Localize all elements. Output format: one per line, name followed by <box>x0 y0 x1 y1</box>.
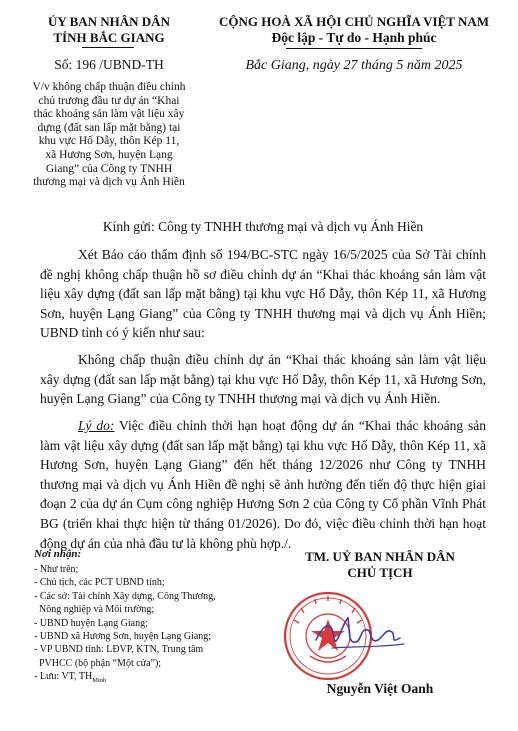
subject-line: V/v không chấp thuận điều chỉnh <box>32 81 186 93</box>
position-label: CHỦ TỊCH <box>347 565 413 580</box>
authority-underline <box>82 47 134 48</box>
nation-line2: Độc lập - Tự do - Hạnh phúc <box>271 30 437 45</box>
subject-line: thương mại và dịch vụ Ánh Hiền <box>33 176 185 189</box>
subject-line: chủ trương đầu tư dự án “Khai <box>38 94 180 107</box>
nation-line1: CỘNG HOÀ XÃ HỘI CHỦ NGHĨA VIỆT NAM <box>218 14 490 29</box>
archive-suffix: Minh <box>92 677 107 685</box>
authority-line2: TỈNH BẮC GIANG <box>53 30 165 45</box>
recipient-item: - UBND xã Hương Sơn, huyện Lạng Giang; <box>34 631 212 643</box>
recipients-title: Nơi nhận: <box>34 548 82 560</box>
authority-line1: ỦY BAN NHÂN DÂN <box>48 14 170 29</box>
signature-header <box>272 549 488 581</box>
signer-name: Nguyễn Việt Oanh <box>326 681 434 696</box>
reason-text: Việc điều chỉnh thời hạn hoạt động dự án “Khai thác khoáng sản làm vật liệu xây dựng (đất san lấp mặt bằng) tại khu vực Hố Dẫy, thôn Kép 11, xã Hương Sơn, huyện Lạng Giang” đến hết tháng 12/2026 như Công ty TNHH thương mại và dịch vụ Ánh Hiền đề nghị sẽ ảnh hưởng đến tiến độ thực hiện giai đoạn 2 của dự án Cụm công nghiệp Hương Sơn 2 của Công ty Cổ phần Vĩnh Phát BG (triển khai thực hiện từ tháng 01/2026). Do đó, việc điều chỉnh thời hạn hoạt động dự án của nhà đầu tư là không phù hợp./. <box>40 418 486 551</box>
recipient-item: - VP UBND tỉnh: LĐVP, KTN, Trung tâm <box>34 644 204 656</box>
subject-line: xã Hương Sơn, huyện Lạng <box>45 148 173 161</box>
paragraph-reason <box>40 416 486 553</box>
recipient-item: - Chủ tịch, các PCT UBND tỉnh; <box>34 577 165 589</box>
national-motto <box>206 14 502 46</box>
reason-label: Lý do: <box>78 418 115 433</box>
subject-block <box>30 81 188 190</box>
place-date: Bắc Giang, ngày 27 tháng 5 năm 2025 <box>245 58 463 73</box>
recipient-item: PVHCC (bộ phận “Một cửa”); <box>34 657 162 669</box>
authority-name <box>34 14 184 46</box>
subject-line: Giang” của Công ty TNHH <box>45 162 173 175</box>
recipient-item: - Các sở: Tài chính Xây dựng, Công Thương, <box>34 590 216 602</box>
paragraph-assessment: Xét Báo cáo thẩm định số 194/BC-STC ngày 16/5/2025 của Sở Tài chính đề nghị không chấp thuận hồ sơ điều chỉnh dự án “Khai thác khoáng sản làm vật liệu xây dựng (đất san lấp mặt bằng) tại khu vực Hố Dẫy, thôn Kép 11, xã Hương Sơn, huyện Lạng Giang” của Công ty TNHH thương mại và dịch vụ Ánh Hiền; UBND tỉnh có ý kiến như sau: <box>40 247 486 341</box>
subject-line: dựng (đất san lấp mặt bằng) tại <box>37 121 181 134</box>
recipient-item: - Như trên; <box>34 564 79 575</box>
archive-line: - Lưu: VT, TH <box>34 671 93 683</box>
recipient-item <box>34 670 264 687</box>
recipient-item: Nông nghiệp và Môi trường; <box>34 604 155 616</box>
on-behalf-label: TM. UỶ BAN NHÂN DÂN <box>305 549 455 564</box>
document-number: Số: 196 /UBND-TH <box>54 57 164 72</box>
paragraph-decision: Không chấp thuận điều chỉnh dự án “Khai thác khoáng sản làm vật liệu xây dựng (đất san lấp mặt bằng) tại khu vực Hố Dẫy, thôn Kép 11, xã Hương Sơn, huyện Lạng Giang” của Công ty TNHH thương mại và dịch vụ Ánh Hiền. <box>40 352 486 407</box>
recipient-item: - UBND huyện Lạng Giang; <box>34 617 148 629</box>
subject-line: khu vực Hố Dẫy, thôn Kép 11, <box>38 135 180 148</box>
addressee: Kính gửi: Công ty TNHH thương mại và dịch vụ Ánh Hiền <box>102 219 424 234</box>
subject-line: thác khoáng sản làm vật liệu xây <box>33 108 185 121</box>
recipients-list <box>34 563 264 688</box>
motto-underline <box>286 48 422 49</box>
handwritten-signature <box>312 610 412 662</box>
